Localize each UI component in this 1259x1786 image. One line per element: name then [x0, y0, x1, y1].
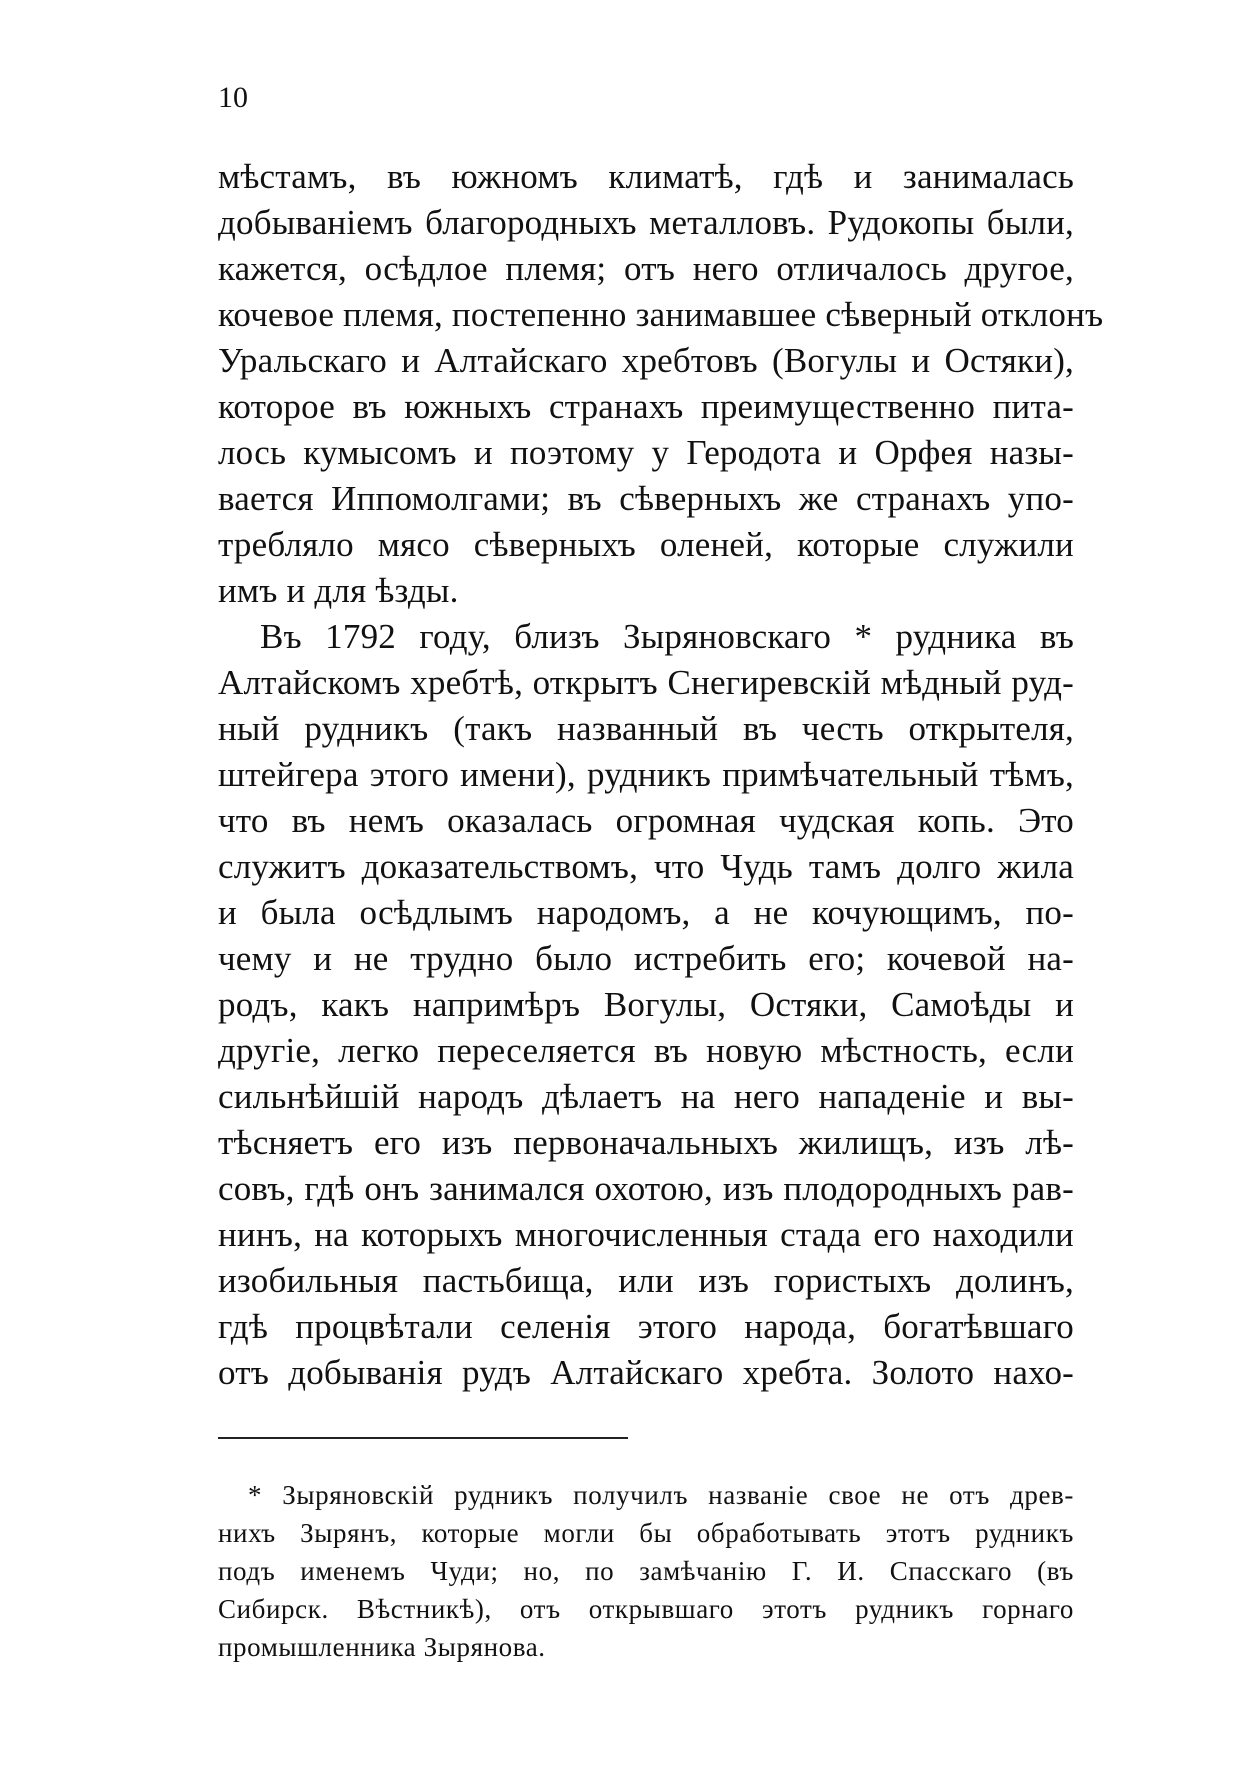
- text-line: служитъ доказательствомъ, что Чудь тамъ долго жила: [218, 847, 1074, 886]
- text-line: ный рудникъ (такъ названный въ честь открытеля,: [218, 709, 1074, 748]
- text-line: отъ добыванія рудъ Алтайскаго хребта. Золото нахо-: [218, 1353, 1074, 1392]
- text-line: вается Иппомолгами; въ сѣверныхъ же странахъ упо-: [218, 479, 1074, 518]
- text-line: гдѣ процвѣтали селенія этого народа, богатѣвшаго: [218, 1307, 1074, 1346]
- text-line: сильнѣйшій народъ дѣлаетъ на него нападеніе и вы-: [218, 1077, 1074, 1116]
- text-line: Въ 1792 году, близъ Зыряновскаго * рудника въ: [260, 617, 1074, 656]
- text-line: Уральскаго и Алтайскаго хребтовъ (Вогулы и Остяки),: [218, 341, 1074, 380]
- text-line: штейгера этого имени), рудникъ примѣчательный тѣмъ,: [218, 755, 1074, 794]
- text-line: которое въ южныхъ странахъ преимущественно пита-: [218, 387, 1074, 426]
- text-line: чему и не трудно было истребить его; кочевой на-: [218, 939, 1074, 978]
- text-line: добываніемъ благородныхъ металловъ. Рудокопы были,: [218, 203, 1074, 242]
- footnote-line: Сибирск. Вѣстникѣ), отъ открывшаго этотъ рудникъ горнаго: [218, 1594, 1074, 1624]
- text-line: требляло мясо сѣверныхъ оленей, которые служили: [218, 525, 1074, 564]
- footnote-line: * Зыряновскій рудникъ получилъ названіе свое не отъ древ-: [248, 1480, 1074, 1510]
- text-line: нинъ, на которыхъ многочисленныя стада его находили: [218, 1215, 1074, 1254]
- footnote-line: подъ именемъ Чуди; но, по замѣчанію Г. И. Спасскаго (въ: [218, 1556, 1074, 1586]
- text-line: и была осѣдлымъ народомъ, а не кочующимъ, по-: [218, 893, 1074, 932]
- main-text: [218, 154, 1104, 1396]
- text-line: мѣстамъ, въ южномъ климатѣ, гдѣ и занималась: [218, 157, 1074, 196]
- footnote-line: промышленника Зырянова.: [218, 1632, 546, 1662]
- footnote-line: нихъ Зырянъ, которые могли бы обработывать этотъ рудникъ: [218, 1518, 1074, 1548]
- text-line: имъ и для ѣзды.: [218, 571, 459, 610]
- text-line: совъ, гдѣ онъ занимался охотою, изъ плодородныхъ рав-: [218, 1169, 1074, 1208]
- text-line: родъ, какъ напримѣръ Вогулы, Остяки, Самоѣды и: [218, 985, 1074, 1024]
- text-line: изобильныя пастьбища, или изъ гористыхъ долинъ,: [218, 1261, 1074, 1300]
- text-line: Алтайскомъ хребтѣ, открытъ Снегиревскій мѣдный руд-: [218, 663, 1074, 702]
- footnote-divider: [218, 1437, 628, 1439]
- page-number: 10: [218, 81, 248, 114]
- text-line: тѣсняетъ его изъ первоначальныхъ жилищъ, изъ лѣ-: [218, 1123, 1074, 1162]
- text-line: другіе, легко переселяется въ новую мѣстность, если: [218, 1031, 1074, 1070]
- text-line: что въ немъ оказалась огромная чудская копь. Это: [218, 801, 1074, 840]
- text-line: кажется, осѣдлое племя; отъ него отличалось другое,: [218, 249, 1074, 288]
- footnote: [218, 1476, 1074, 1666]
- text-line: лось кумысомъ и поэтому у Геродота и Орфея назы-: [218, 433, 1074, 472]
- text-line: кочевое племя, постепенно занимавшее сѣверный отклонъ: [218, 295, 1104, 334]
